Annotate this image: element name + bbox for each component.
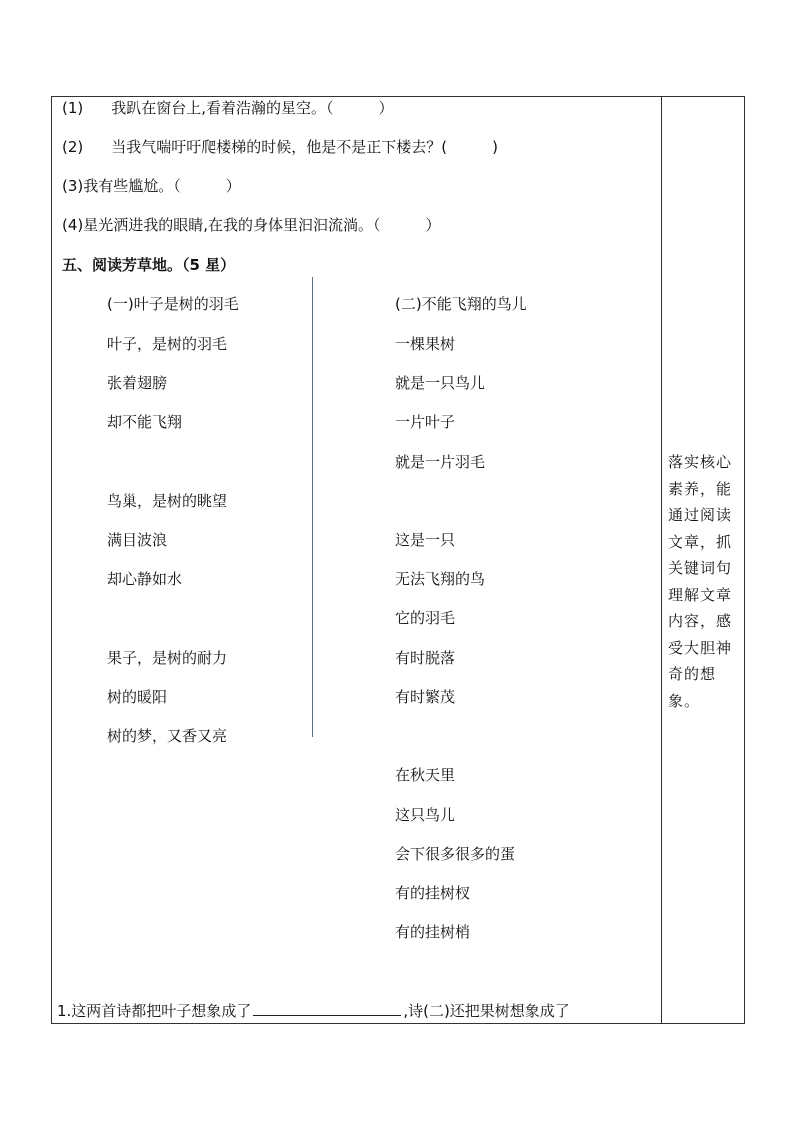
poem2-line: 这只鸟儿: [395, 806, 456, 824]
question-1: [62, 97, 394, 118]
poem2-line: 它的羽毛: [395, 609, 456, 627]
question-text: 我有些尴尬。（ ）: [83, 177, 241, 195]
poem1-line: 鸟巢，是树的眺望: [107, 492, 228, 510]
poem1-line: 张着翅膀: [107, 374, 168, 392]
poem2-line: 会下很多很多的蛋: [395, 845, 516, 863]
poem1-line: 却不能飞翔: [107, 413, 183, 431]
poem2-line: 在秋天里: [395, 766, 456, 784]
question-text: 我趴在窗台上,看着浩瀚的星空。（ ）: [111, 99, 394, 117]
poem2-line: 一棵果树: [395, 335, 456, 353]
question-text: 当我气喘吁吁爬楼梯的时候，他是不是正下楼去？( ): [111, 138, 498, 156]
section-title: 五、阅读芳草地。（5 星）: [62, 256, 236, 274]
question-number: (4): [62, 216, 84, 234]
poem-divider: [312, 277, 313, 737]
final-question-part2: ,诗(二)还把果树想象成了: [403, 1002, 570, 1020]
poem1-title: (一)叶子是树的羽毛: [107, 295, 239, 313]
poem1-line: 叶子，是树的羽毛: [107, 335, 228, 353]
poem1-line: 树的暖阳: [107, 688, 168, 706]
question-2: [62, 136, 498, 157]
final-question-part1: 1.这两首诗都把叶子想象成了: [57, 1002, 252, 1020]
side-note: 落实核心素养，能通过阅读文章，抓关键词句理解文章内容，感受大胆神奇的想象。: [668, 453, 733, 710]
poem2-line: 有的挂树梢: [395, 923, 471, 941]
question-4: [62, 214, 441, 235]
question-number: (3): [62, 177, 84, 195]
poem2-line: 一片叶子: [395, 413, 456, 431]
question-number: (2): [62, 138, 84, 156]
poem2-line: 就是一片羽毛: [395, 453, 486, 471]
poem2-title: (二)不能飞翔的鸟儿: [395, 295, 527, 313]
poem1-line: 果子，是树的耐力: [107, 649, 228, 667]
poem2-line: 有时繁茂: [395, 688, 456, 706]
poem2-line: 这是一只: [395, 531, 456, 549]
poem2-line: 无法飞翔的鸟: [395, 570, 486, 588]
final-question: [57, 1000, 570, 1021]
poem1-line: 却心静如水: [107, 570, 183, 588]
column-divider: [661, 96, 662, 1024]
question-text: 星光洒进我的眼睛,在我的身体里汩汩流淌。（ ）: [83, 216, 441, 234]
poem2-line: 有时脱落: [395, 649, 456, 667]
poem1-line: 满目波浪: [107, 531, 168, 549]
poem2-line: 就是一只鸟儿: [395, 374, 486, 392]
poem2-line: 有的挂树杈: [395, 884, 471, 902]
question-3: [62, 175, 241, 196]
question-number: (1): [62, 99, 84, 117]
poem1-line: 树的梦，又香又亮: [107, 727, 228, 745]
answer-blank[interactable]: [253, 1001, 401, 1016]
